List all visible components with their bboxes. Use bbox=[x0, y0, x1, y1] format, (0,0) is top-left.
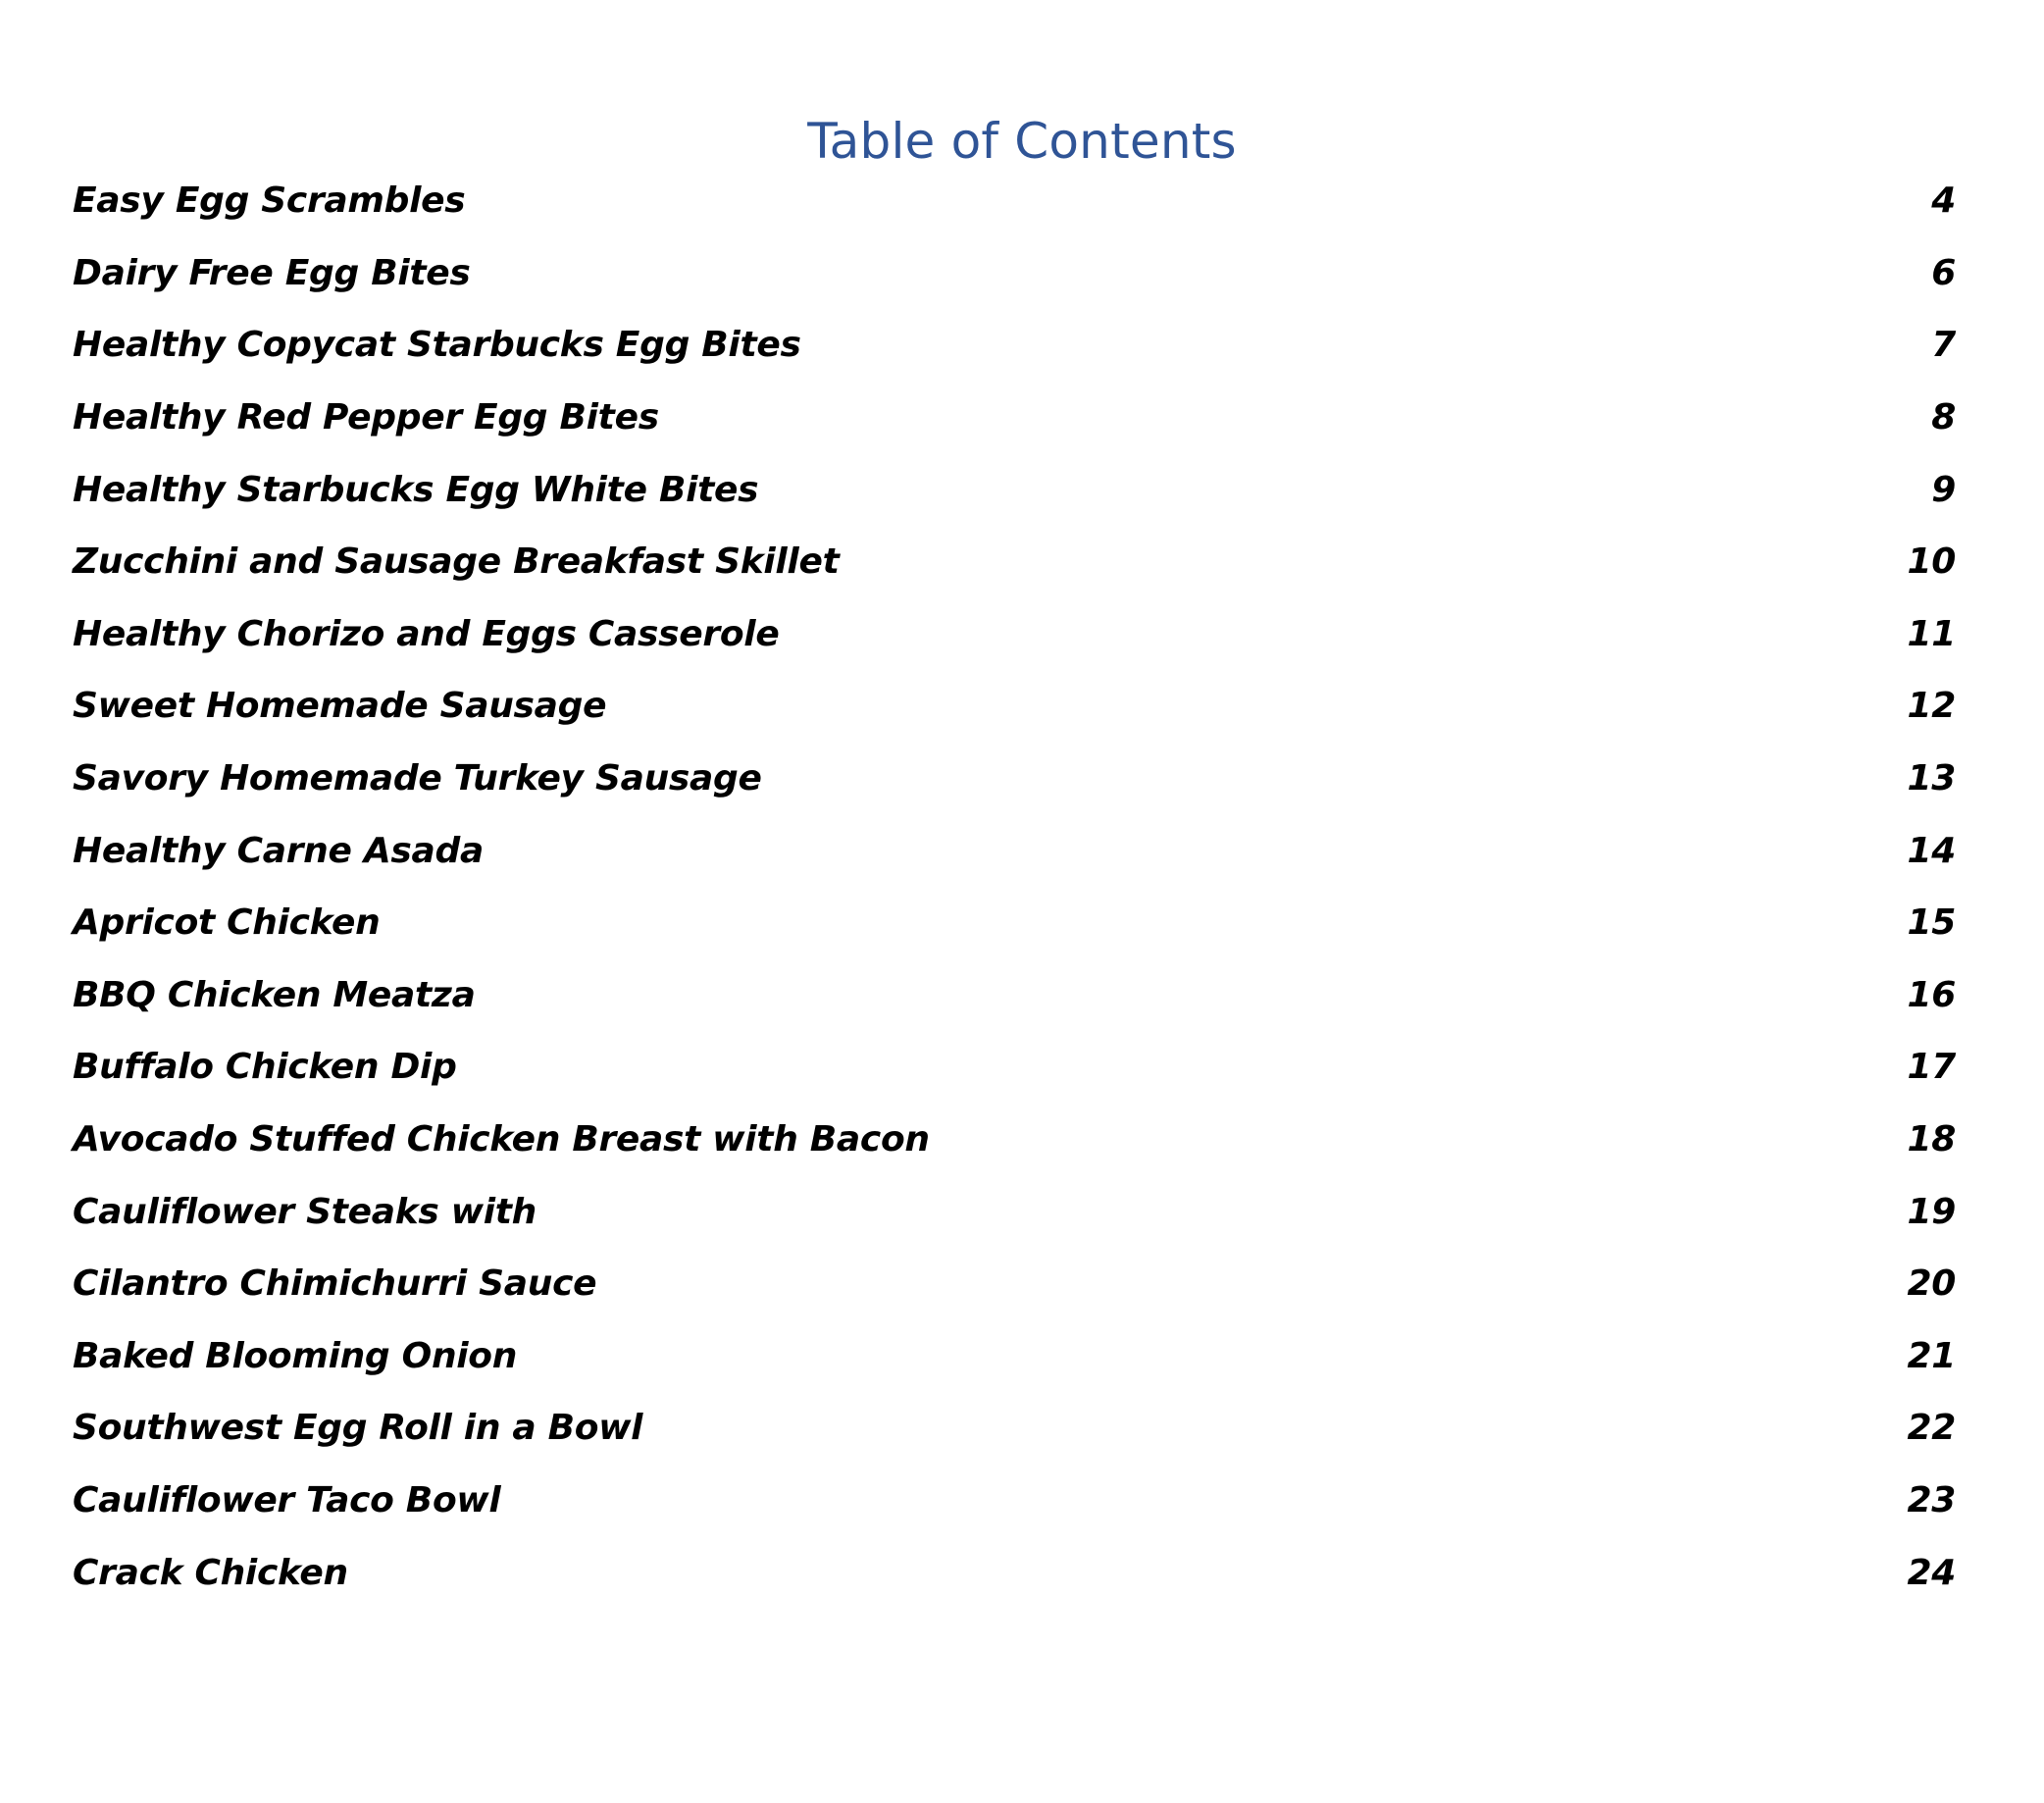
toc-entry[interactable] bbox=[73, 237, 1956, 310]
toc-entry[interactable] bbox=[73, 1031, 1956, 1104]
toc-entry-title: Apricot Chicken bbox=[73, 902, 381, 944]
toc-entry[interactable] bbox=[73, 1392, 1956, 1465]
toc-entry-title: Healthy Red Pepper Egg Bites bbox=[73, 397, 659, 438]
toc-entry-title: Cilantro Chimichurri Sauce bbox=[73, 1263, 597, 1305]
toc-entry[interactable] bbox=[73, 1465, 1956, 1537]
toc-entry[interactable] bbox=[73, 309, 1956, 382]
toc-entry-title: BBQ Chicken Meatza bbox=[73, 974, 476, 1015]
toc-entry-title: Zucchini and Sausage Breakfast Skillet bbox=[73, 541, 840, 583]
toc-entry-page: 22 bbox=[1907, 1408, 1956, 1449]
toc-entry[interactable] bbox=[73, 814, 1956, 887]
toc-entry-page: 9 bbox=[1931, 469, 1956, 510]
toc-entry-title: Buffalo Chicken Dip bbox=[73, 1047, 457, 1088]
toc-entry-page: 18 bbox=[1907, 1119, 1956, 1160]
toc-entry[interactable] bbox=[73, 526, 1956, 598]
toc-entry-title: Healthy Copycat Starbucks Egg Bites bbox=[73, 325, 801, 366]
toc-entry-title: Healthy Chorizo and Eggs Casserole bbox=[73, 613, 780, 654]
toc-entry-page: 7 bbox=[1931, 325, 1956, 366]
toc-entry[interactable] bbox=[73, 743, 1956, 815]
toc-entry-title: Healthy Starbucks Egg White Bites bbox=[73, 469, 759, 510]
toc-entry-page: 23 bbox=[1907, 1479, 1956, 1520]
toc-entry-title: Easy Egg Scrambles bbox=[73, 180, 466, 222]
toc-entry-title: Southwest Egg Roll in a Bowl bbox=[73, 1408, 643, 1449]
toc-entry-page: 13 bbox=[1907, 758, 1956, 799]
toc-entry-title: Avocado Stuffed Chicken Breast with Bacon bbox=[73, 1119, 930, 1160]
toc-entry-title: Cauliflower Taco Bowl bbox=[73, 1479, 501, 1520]
toc-entry-page: 4 bbox=[1931, 180, 1956, 222]
toc-entry[interactable] bbox=[73, 453, 1956, 526]
toc-entry[interactable] bbox=[73, 959, 1956, 1032]
toc-entry[interactable] bbox=[73, 670, 1956, 743]
toc-entry-title: Dairy Free Egg Bites bbox=[73, 252, 471, 293]
toc-entry-page: 16 bbox=[1907, 974, 1956, 1015]
toc-entry-page: 17 bbox=[1907, 1047, 1956, 1088]
toc-entry-title: Savory Homemade Turkey Sausage bbox=[73, 758, 762, 799]
toc-entry[interactable] bbox=[73, 1175, 1956, 1248]
toc-entry[interactable] bbox=[73, 1104, 1956, 1176]
toc-entry[interactable] bbox=[73, 1536, 1956, 1609]
toc-entry[interactable] bbox=[73, 1248, 1956, 1320]
toc-entry[interactable] bbox=[73, 165, 1956, 237]
toc-entry-page: 10 bbox=[1907, 541, 1956, 583]
toc-entry[interactable] bbox=[73, 1320, 1956, 1393]
toc-title: Table of Contents bbox=[807, 112, 1237, 170]
toc-entry-title: Crack Chicken bbox=[73, 1552, 348, 1593]
toc-entry-page: 6 bbox=[1931, 252, 1956, 293]
toc-entry-page: 21 bbox=[1907, 1335, 1956, 1376]
toc-entry-page: 15 bbox=[1907, 902, 1956, 944]
toc-entry[interactable] bbox=[73, 382, 1956, 454]
toc-list bbox=[73, 165, 1956, 1609]
toc-entry-page: 19 bbox=[1907, 1191, 1956, 1232]
toc-entry[interactable] bbox=[73, 887, 1956, 959]
toc-entry[interactable] bbox=[73, 598, 1956, 671]
toc-entry-title: Healthy Carne Asada bbox=[73, 830, 485, 871]
toc-entry-page: 14 bbox=[1907, 830, 1956, 871]
toc-entry-title: Cauliflower Steaks with bbox=[73, 1191, 537, 1232]
toc-entry-page: 20 bbox=[1907, 1263, 1956, 1305]
toc-entry-page: 11 bbox=[1907, 613, 1956, 654]
toc-entry-page: 12 bbox=[1907, 686, 1956, 727]
toc-entry-page: 24 bbox=[1907, 1552, 1956, 1593]
toc-entry-title: Baked Blooming Onion bbox=[73, 1335, 518, 1376]
toc-entry-page: 8 bbox=[1931, 397, 1956, 438]
toc-entry-title: Sweet Homemade Sausage bbox=[73, 686, 607, 727]
